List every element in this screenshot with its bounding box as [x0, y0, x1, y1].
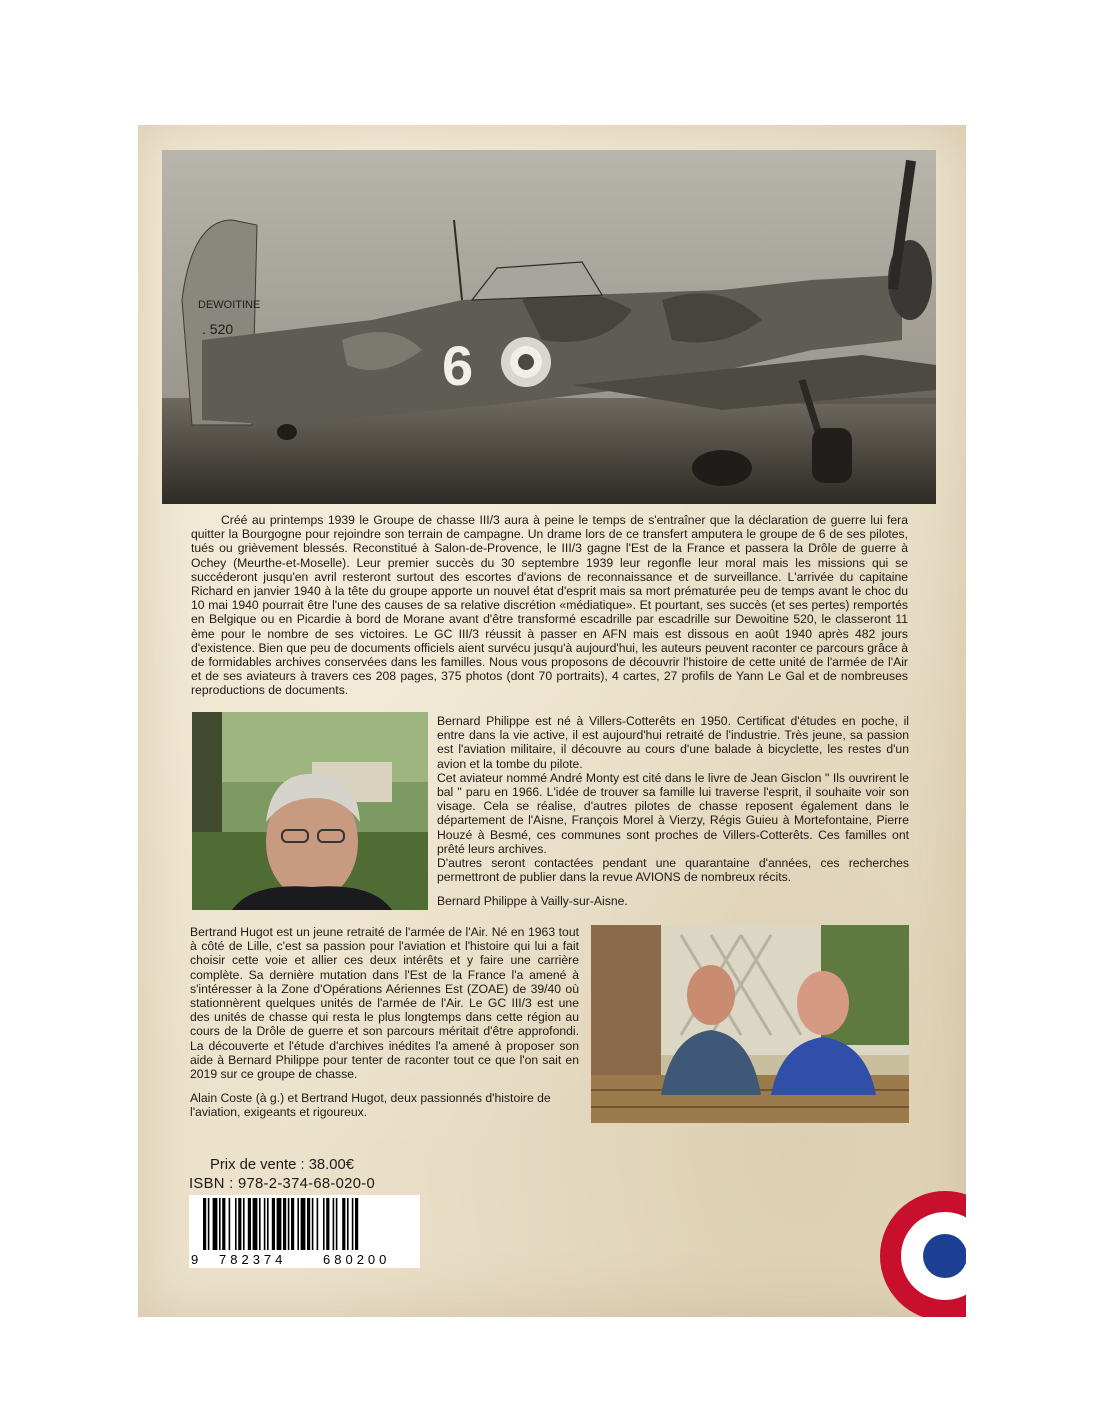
french-roundel-icon [880, 1191, 966, 1317]
barcode-bar [267, 1198, 269, 1250]
barcode-bar [342, 1198, 345, 1250]
barcode-bar [238, 1198, 241, 1250]
barcode-bar [347, 1198, 349, 1250]
duo-image [591, 925, 909, 1123]
fuselage-number: 6 [442, 334, 474, 397]
isbn-label: ISBN : 978-2-374-68-020-0 [189, 1176, 375, 1192]
barcode-bar [243, 1198, 245, 1250]
barcode-bar [312, 1198, 314, 1250]
barcode-bar [277, 1198, 282, 1250]
barcode-first-digit: 9 [191, 1252, 199, 1267]
barcode-bar [301, 1198, 306, 1250]
barcode-bar [229, 1198, 231, 1250]
barcode-bar [297, 1198, 299, 1250]
barcode-bar [222, 1198, 225, 1250]
caption-hugot: Alain Coste (à g.) et Bertrand Hugot, deux passionnés d'histoire de l'aviation, exigeants et rigoureux. [190, 1091, 551, 1120]
intro-paragraph [191, 513, 908, 698]
barcode-bar [253, 1198, 258, 1250]
aircraft-image [162, 150, 936, 504]
book-back-cover [138, 125, 966, 1317]
barcode-bar [248, 1198, 251, 1250]
barcode-bar [333, 1198, 335, 1250]
barcode-bar [336, 1198, 338, 1250]
photo-coste-hugot [591, 925, 909, 1123]
bio-bertrand-hugot [190, 925, 579, 1081]
bio-philippe-p2: Cet aviateur nommé André Monty est cité dans le livre de Jean Gisclon " Ils ouvrirent le bal " paru en 1966. L'idée de trouver sa famille lui traverse l'esprit, il souhaite voir son visage. Cela se réalise, d'autres pilotes de chasse reposent également dans le département de l'Aisne, François Morel à Vierzy, Régis Guieu à Mortefontaine, Pierre Houzé à Besmé, ces communes sont proches de Villers-Cotterêts. Ces familles ont prêté leurs archives. [437, 770, 909, 856]
portrait-bernard-philippe [192, 712, 428, 910]
isbn-barcode [189, 1195, 420, 1268]
barcode-bar [291, 1198, 294, 1250]
barcode-bar [219, 1198, 221, 1250]
barcode-bar [208, 1198, 210, 1250]
barcode-bar [203, 1198, 206, 1250]
barcode-bar [288, 1198, 290, 1250]
barcode-bar [323, 1198, 325, 1250]
tail-marking: DEWOITINE [198, 299, 261, 311]
barcode-bar [264, 1198, 266, 1250]
bio-philippe-p1: Bernard Philippe est né à Villers-Cotterêts en 1950. Certificat d'études en poche, il entre dans la vie active, il est aujourd'hui retraité de l'industrie. Très jeune, sa passion est l'aviation militaire, il découvre au cours d'une balade à bicyclette, les restes d'un avion et la tombe du pilote. [437, 714, 909, 771]
barcode-bars [189, 1195, 420, 1253]
barcode-bar [326, 1198, 329, 1250]
barcode-bar [235, 1198, 237, 1250]
barcode-bar [283, 1198, 286, 1250]
barcode-bar [317, 1198, 319, 1250]
bio-hugot-text: Bertrand Hugot est un jeune retraité de l'armée de l'Air. Né en 1963 tout à côté de Lille, c'est sa passion pour l'aviation et l'histoire qui lui a fait choisir cette voie et allier ces deux intérêts et y faire une carrière complète. Sa dernière mutation dans l'Est de la France l'a amené à s'intéresser à la Zone d'Opérations Aériennes Est (ZOAE) de 39/40 où stationnèrent quelques unités de l'armée de l'Air. Le GC III/3 est une des unités de chasse qui resta le plus longtemps dans cette région au cours de la Drôle de guerre et son parcours méritait d'être approfondi. La découverte et l'étude d'archives inédites l'a amené à proposer son aide à Bernard Philippe pour tenter de raconter tout ce que l'on sait en 2019 sur ce groupe de chasse. [190, 925, 579, 1082]
barcode-bar [213, 1198, 218, 1250]
intro-text: Créé au printemps 1939 le Groupe de chasse III/3 aura à peine le temps de s'entraîner que la déclaration de guerre lui fera quitter la Bourgogne pour rejoindre son terrain de campagne. Un drame lors de ce transfert amputera le groupe de 6 de ses pilotes, tués ou grièvement blessés. Reconstitué à Salon-de-Provence, le III/3 gagne l'Est de la France et passera la Drôle de guerre à Ochey (Meurthe-et-Moselle). Leur premier succès du 30 septembre 1939 leur regonfle leur moral mais les missions qui se succéderont jusqu'en avril resteront surtout des escortes d'avions de reconnaissance et de surveillance. L'arrivée du capitaine Richard en janvier 1940 à la tête du groupe apporte un nouvel état d'esprit mais sa mort prématurée peu de temps avant le choc du 10 mai 1940 pourrait être l'une des causes de sa relative discrétion «médiatique». Et pourtant, ses succès (et ses pertes) remportés en Belgique ou en Picardie à bord de Morane avant d'être transformé escadrille par escadrille sur Dewoitine 520, le classeront 11 ème pour le nombre de ses victoires. Le GC III/3 réussit à passer en AFN mais est dissous en août 1940 après 482 jours d'existence. Bien que peu de documents officiels aient survécu jusqu'à aujourd'hui, les auteurs peuvent raconter ce parcours grâce à de formidables archives conservées dans les familles. Nous vous proposons de découvrir l'histoire de cette unité de l'armée de l'Air et de ses aviateurs à travers ces 208 pages, 375 photos (dont 70 portraits), 4 cartes, 27 profils de Yann Le Gal et de nombreuses reproductions de documents. [191, 513, 908, 698]
portrait-image [192, 712, 428, 910]
barcode-bar [259, 1198, 261, 1250]
barcode-bar [307, 1198, 310, 1250]
barcode-bar [352, 1198, 354, 1250]
caption-philippe: Bernard Philippe à Vailly-sur-Aisne. [437, 894, 628, 908]
barcode-bar [272, 1198, 275, 1250]
barcode-bar [355, 1198, 358, 1250]
dewoitine-520-photo [162, 150, 936, 504]
barcode-left-group: 782374 [219, 1252, 287, 1267]
bio-bernard-philippe [437, 714, 909, 884]
tail-number: . 520 [202, 321, 234, 337]
price-label: Prix de vente : 38.00€ [210, 1157, 354, 1173]
bio-philippe-p3: D'autres seront contactées pendant une quarantaine d'années, ces recherches permettront de publier dans la revue AVIONS de nombreux récits. [437, 856, 909, 885]
barcode-right-group: 680200 [323, 1252, 391, 1267]
